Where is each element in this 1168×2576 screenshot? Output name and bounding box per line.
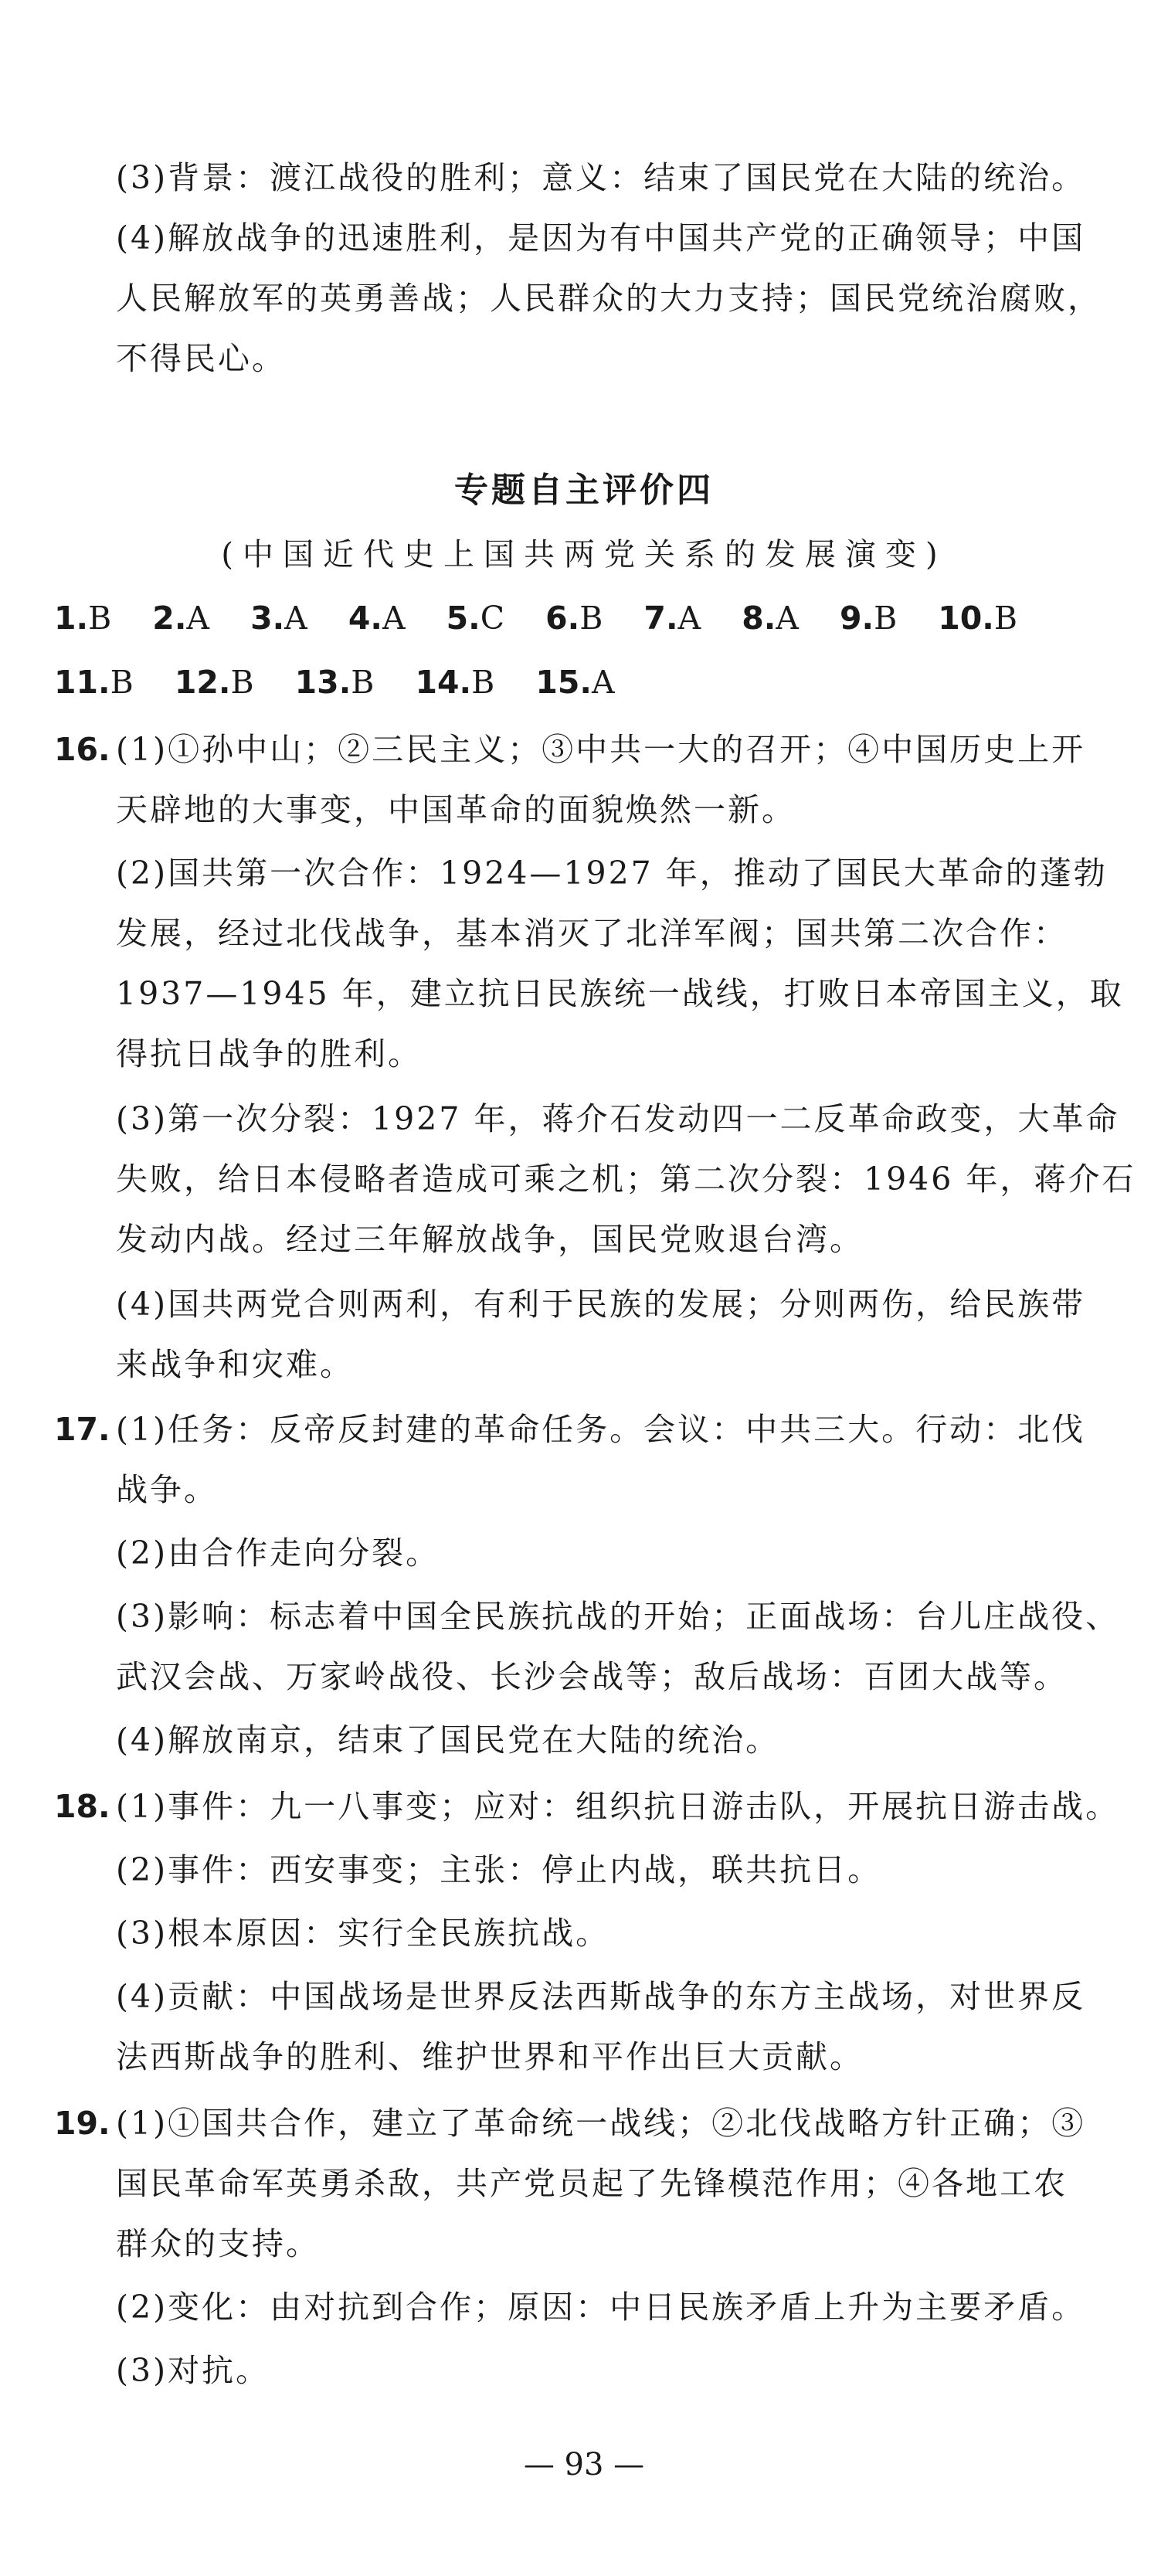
answer-item: 15.A: [535, 664, 615, 701]
answer-item: 7.A: [643, 600, 701, 637]
text-line: 武汉会战、万家岭战役、长沙会战等；敌后战场：百团大战等。: [116, 1658, 1068, 1695]
text-line: (1)①国共合作，建立了革命统一战线；②北伐战略方针正确；③: [116, 2105, 1086, 2142]
answer-item: 10.B: [938, 600, 1018, 637]
text-line: (3)对抗。: [116, 2352, 270, 2389]
section-title: 专题自主评价四: [454, 471, 714, 510]
answer-item: 13.B: [294, 664, 375, 701]
page-number: — 93 —: [523, 2447, 645, 2483]
text-line: 群众的支持。: [116, 2225, 320, 2262]
text-line: 战争。: [116, 1471, 218, 1508]
text-line: 失败，给日本侵略者造成可乘之机；第二次分裂：1946 年，蒋介石: [116, 1161, 1136, 1198]
answer-item: 5.C: [446, 600, 505, 637]
text-line: (2)变化：由对抗到合作；原因：中日民族矛盾上升为主要矛盾。: [116, 2289, 1086, 2326]
answer-item: 12.B: [174, 664, 254, 701]
text-line: (4)国共两党合则两利，有利于民族的发展；分则两伤，给民族带: [116, 1286, 1086, 1323]
text-line: 人民解放军的英勇善战；人民群众的大力支持；国民党统治腐败，: [116, 280, 1102, 317]
answer-item: 3.A: [250, 600, 307, 637]
text-line: (2)国共第一次合作：1924—1927 年，推动了国民大革命的蓬勃: [116, 855, 1108, 892]
text-line: (2)由合作走向分裂。: [116, 1534, 440, 1572]
text-line: 得抗日战争的胜利。: [116, 1035, 422, 1072]
answer-item: 9.B: [839, 600, 898, 637]
answer-item: 2.A: [152, 600, 210, 637]
text-line: (3)根本原因：实行全民族抗战。: [116, 1915, 610, 1952]
answer-item: 11.B: [54, 664, 134, 701]
text-line: (4)解放战争的迅速胜利，是因为有中国共产党的正确领导；中国: [116, 219, 1086, 257]
text-line: (2)事件：西安事变；主张：停止内战，联共抗日。: [116, 1851, 882, 1888]
answer-item: 4.A: [348, 600, 406, 637]
answer-item: 8.A: [742, 600, 799, 637]
answer-row-2: [54, 659, 646, 705]
text-line: 天辟地的大事变，中国革命的面貌焕然一新。: [116, 791, 796, 828]
text-line: (3)影响：标志着中国全民族抗战的开始；正面战场：台儿庄战役、: [116, 1598, 1120, 1635]
text-line: (1)任务：反帝反封建的革命任务。会议：中共三大。行动：北伐: [116, 1411, 1086, 1448]
section-subtitle: (中国近代史上国共两党关系的发展演变): [221, 537, 947, 573]
text-line: 来战争和灾难。: [116, 1346, 354, 1383]
answer-item: 14.B: [415, 664, 495, 701]
text-line: 法西斯战争的胜利、维护世界和平作出巨大贡献。: [116, 2038, 864, 2075]
text-line: 国民革命军英勇杀敌，共产党员起了先锋模范作用；④各地工农: [116, 2165, 1068, 2202]
text-line: (3)背景：渡江战役的胜利；意义：结束了国民党在大陆的统治。: [116, 159, 1086, 196]
text-line: (3)第一次分裂：1927 年，蒋介石发动四一二反革命政变，大革命: [116, 1100, 1120, 1137]
text-line: (1)事件：九一八事变；应对：组织抗日游击队，开展抗日游击战。: [116, 1788, 1120, 1825]
question-number: 16.: [54, 731, 110, 768]
text-line: (1)①孙中山；②三民主义；③中共一大的召开；④中国历史上开: [116, 731, 1086, 768]
text-line: (4)贡献：中国战场是世界反法西斯战争的东方主战场，对世界反: [116, 1978, 1086, 2015]
text-line: 发动内战。经过三年解放战争，国民党败退台湾。: [116, 1221, 864, 1258]
text-line: 发展，经过北伐战争，基本消灭了北洋军阀；国共第二次合作：: [116, 915, 1068, 952]
text-line: 1937—1945 年，建立抗日民族统一战线，打败日本帝国主义，取: [116, 975, 1124, 1012]
answer-item: 1.B: [54, 600, 112, 637]
question-number: 17.: [54, 1411, 110, 1448]
text-line: (4)解放南京，结束了国民党在大陆的统治。: [116, 1721, 780, 1759]
question-number: 18.: [54, 1788, 110, 1825]
question-number: 19.: [54, 2105, 110, 2142]
text-line: 不得民心。: [116, 340, 286, 377]
answer-row-1: [54, 595, 1048, 641]
answer-item: 6.B: [545, 600, 603, 637]
